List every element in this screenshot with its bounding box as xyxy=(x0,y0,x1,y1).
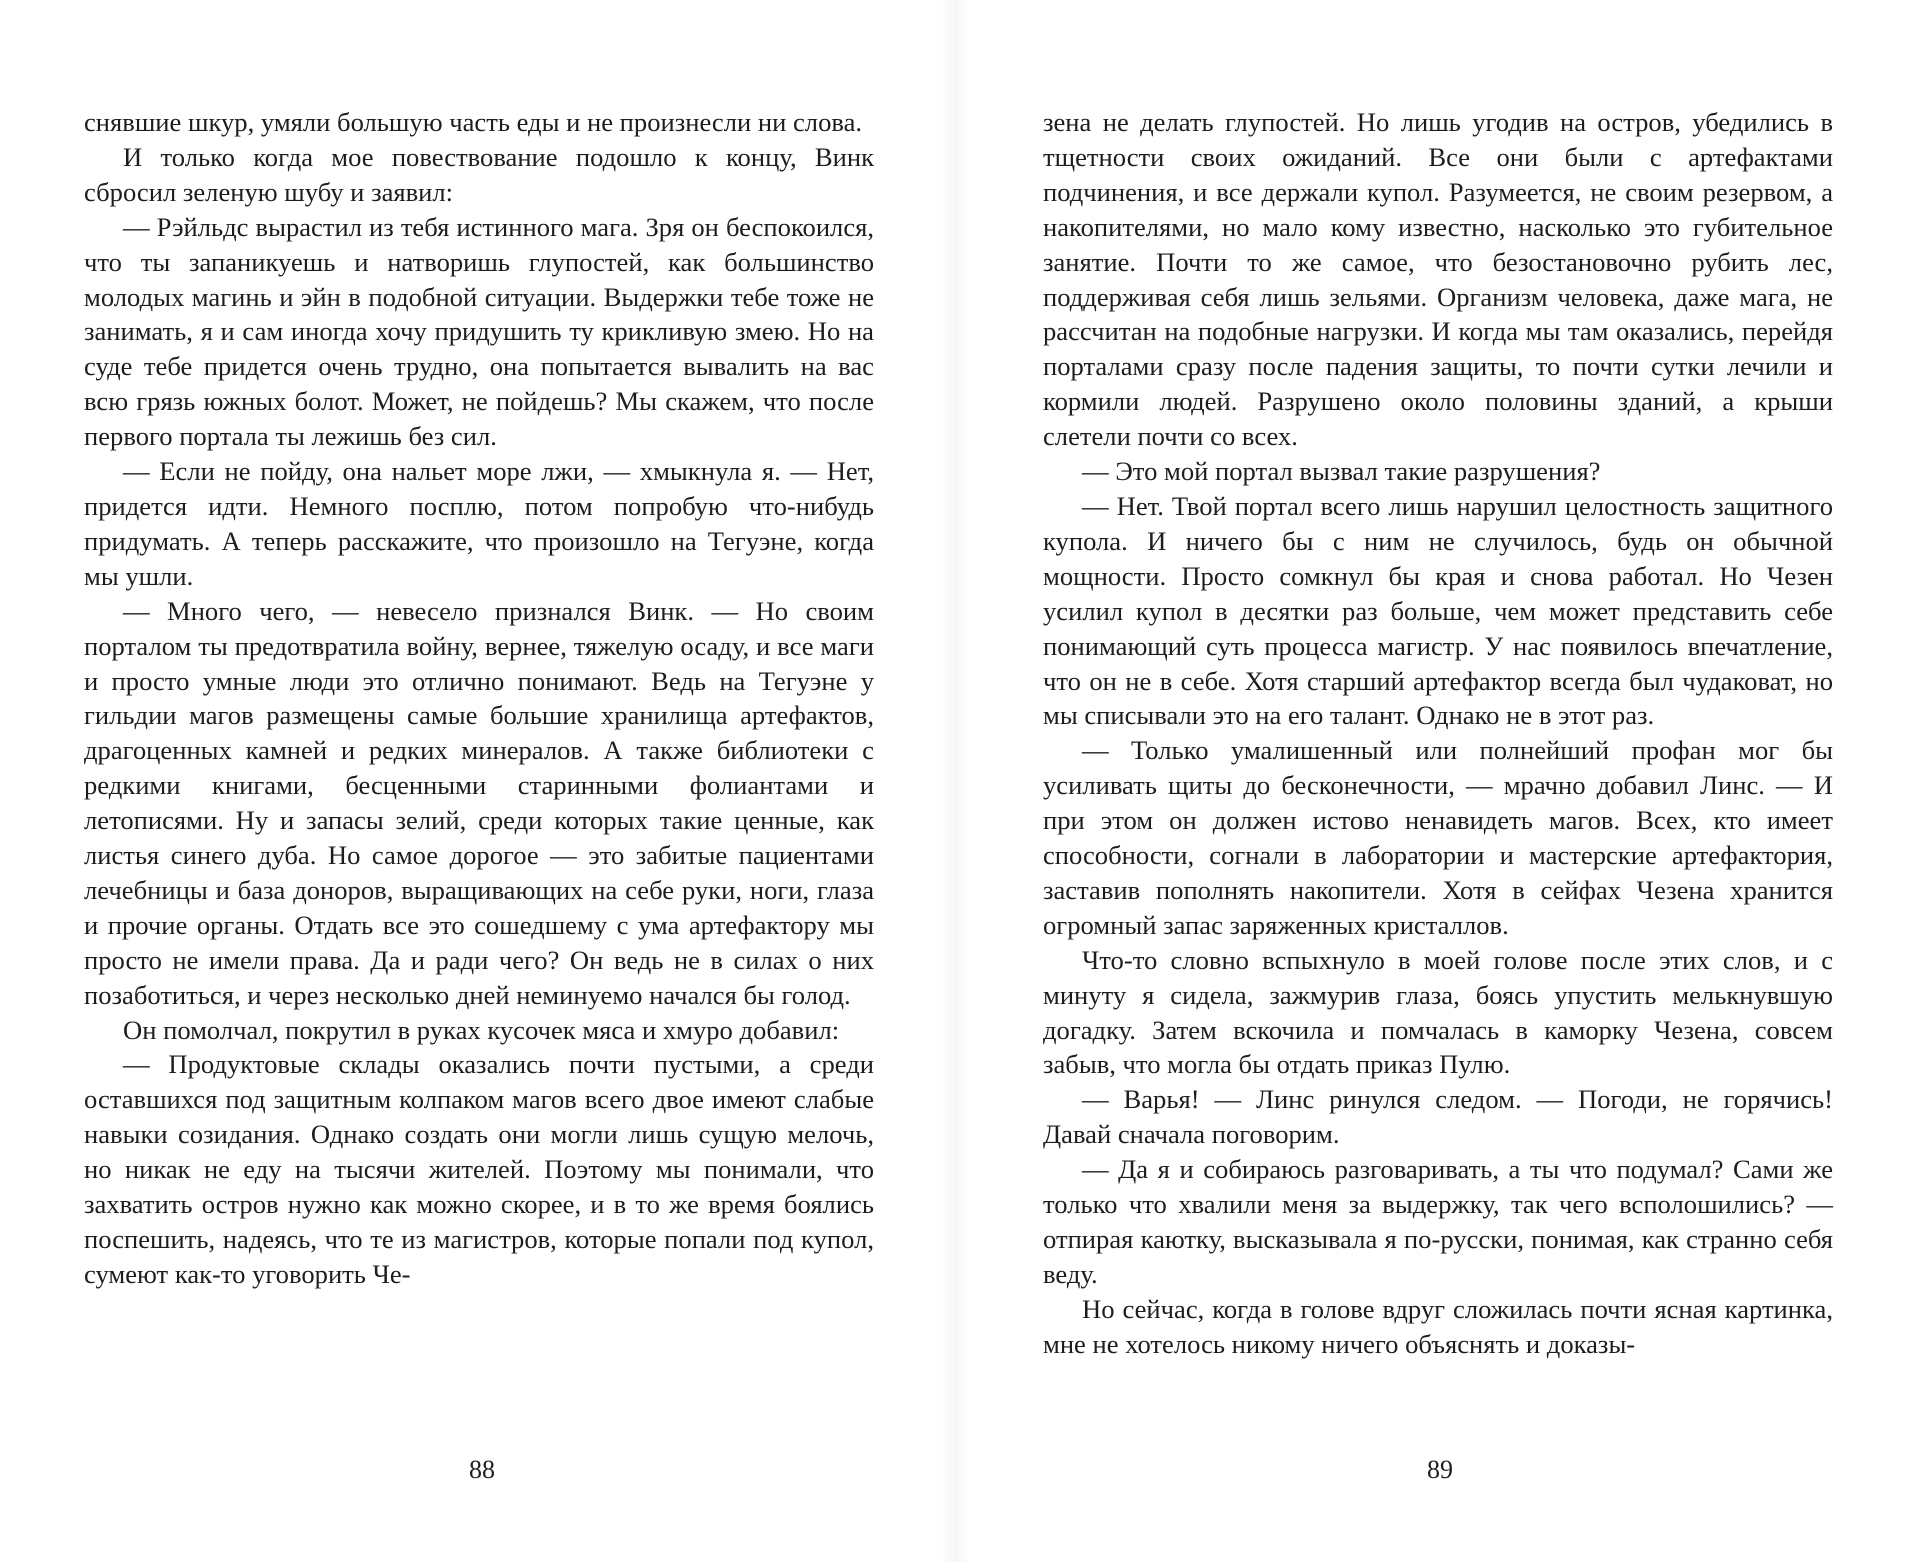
paragraph: — Продуктовые склады оказались почти пустыми, а среди оставшихся под защитным колпаком магов всего двое имеют слабые навыки созидания. Однако создать они могли лишь сущую мелочь, но никак не еду на тысячи жителей. Поэтому мы понимали, что захватить остров нужно как можно скорее, и в то же время боялись поспешить, надеясь, что те из магистров, которые попали под купол, сумеют как-то уговорить Че- xyxy=(84,1049,874,1289)
paragraph: — Много чего, — невесело признался Винк. — Но своим порталом ты предотвратила войну, вернее, тяжелую осаду, и все маги и просто умные люди это отлично понимают. Ведь на Тегуэне у гильдии магов размещены самые большие хранилища артефактов, драгоценных камней и редких минералов. А также библиотеки с редкими книгами, бесценными старинными фолиантами и летописями. Ну и запасы зелий, среди которых такие ценные, как листья синего дуба. Но самое дорогое — это забитые пациентами лечебницы и база доноров, выращивающих на себе руки, ноги, глаза и прочие органы. Отдать все это сошедшему с ума артефактору мы просто не имели права. Да и ради чего? Он ведь не в силах о них позаботиться, и через несколько дней неминуемо начался бы голод. xyxy=(84,595,874,1010)
paragraph: И только когда мое повествование подошло к концу, Винк сбросил зеленую шубу и заявил: xyxy=(84,141,874,207)
paragraph: — Рэйльдс вырастил из тебя истинного мага. Зря он беспокоился, что ты запаникуешь и натворишь глупостей, как большинство молодых магинь и эйн в подобной ситуации. Выдержки тебе тоже не занимать, я и сам иногда хочу придушить ту крикливую змею. Но на суде тебе придется очень трудно, она попытается вывалить на вас всю грязь южных болот. Может, не пойдешь? Мы скажем, что после первого портала ты лежишь без сил. xyxy=(84,211,874,452)
left-page-text xyxy=(84,105,874,1292)
right-page-text xyxy=(1043,105,1833,1362)
paragraph: — Да я и собираюсь разговаривать, а ты что подумал? Сами же только что хвалили меня за выдержку, так чего всполошились? — отпирая каютку, высказывала я по-русски, понимая, как странно себя веду. xyxy=(1043,1154,1833,1289)
book-gutter xyxy=(940,0,970,1562)
page-number-left: 88 xyxy=(469,1455,495,1484)
left-page xyxy=(84,105,874,1292)
right-page xyxy=(1043,105,1833,1362)
paragraph: Но сейчас, когда в голове вдруг сложилась почти ясная картинка, мне не хотелось никому ничего объяснять и доказы- xyxy=(1043,1293,1833,1359)
page-number-right: 89 xyxy=(1427,1455,1453,1484)
paragraph: — Это мой портал вызвал такие разрушения? xyxy=(1082,456,1601,487)
paragraph: — Варья! — Линс ринулся следом. — Погоди, не горячись! Давай сначала поговорим. xyxy=(1043,1084,1833,1150)
paragraph: зена не делать глупостей. Но лишь угодив на остров, убедились в тщетности своих ожиданий. Все они были с артефактами подчинения, и все держали купол. Разумеется, не своим резервом, а накопителями, но мало кому известно, насколько это губительное занятие. Почти то же самое, что безостановочно рубить лес, поддерживая себя лишь зельями. Организм человека, даже мага, не рассчитан на подобные нагрузки. И когда мы там оказались, перейдя порталами сразу после падения защиты, то почти сутки лечили и кормили людей. Разрушено около половины зданий, а крыши слетели почти со всех. xyxy=(1043,107,1833,452)
paragraph: Он помолчал, покрутил в руках кусочек мяса и хмуро добавил: xyxy=(123,1014,840,1045)
paragraph: — Если не пойду, она нальет море лжи, — хмыкнула я. — Нет, придется идти. Немного посплю, потом попробую что-нибудь придумать. А теперь расскажите, что произошло на Тегуэне, когда мы ушли. xyxy=(84,456,874,591)
paragraph: — Только умалишенный или полнейший профан мог бы усиливать щиты до бесконечности, — мрачно добавил Линс. — И при этом он должен истово ненавидеть магов. Всех, кто имеет способности, согнали в лаборатории и мастерские артефактория, заставив пополнять накопители. Хотя в сейфах Чезена хранится огромный запас заряженных кристаллов. xyxy=(1043,735,1833,940)
paragraph: Что-то словно вспыхнуло в моей голове после этих слов, и с минуту я сидела, зажмурив глаза, боясь упустить мелькнувшую догадку. Затем вскочила и помчалась в каморку Чезена, совсем забыв, что могла бы отдать приказ Пулю. xyxy=(1043,944,1833,1080)
paragraph: снявшие шкур, умяли большую часть еды и не произнесли ни слова. xyxy=(84,107,863,137)
paragraph: — Нет. Твой портал всего лишь нарушил целостность защитного купола. И ничего бы с ним не случилось, будь он обычной мощности. Просто сомкнул бы края и снова работал. Но Чезен усилил купол в десятки раз больше, чем может представить себе понимающий суть процесса магистр. У нас появилось впечатление, что он не в себе. Хотя старший артефактор всегда был чудаковат, но мы списывали это на его талант. Однако не в этот раз. xyxy=(1043,490,1833,731)
